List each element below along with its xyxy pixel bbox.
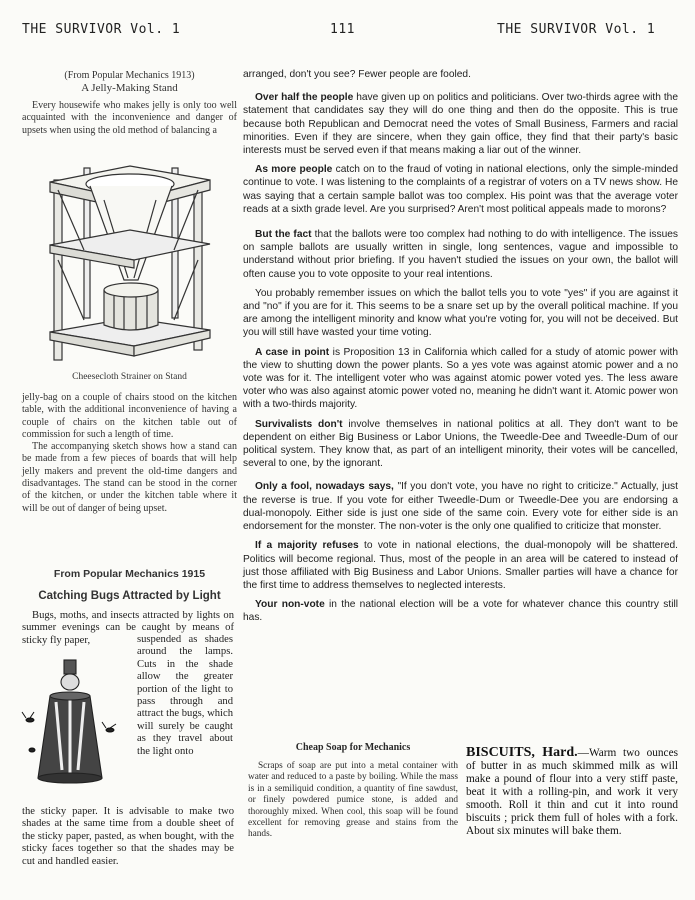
article-p6-lead: Survivalists don't xyxy=(255,418,343,430)
article-p8-lead: If a majority refuses xyxy=(255,540,359,552)
voting-article xyxy=(243,68,678,631)
jelly-stand-illustration xyxy=(44,160,216,370)
bugs-title: Catching Bugs Attracted by Light xyxy=(38,590,221,602)
article-p8 xyxy=(243,539,678,592)
article-p3-lead: But the fact xyxy=(255,229,312,241)
article-p1-lead: Over half the people xyxy=(255,92,354,104)
cheap-soap-article xyxy=(248,742,458,841)
article-p2-body: catch on to the fraud of voting in national elections, only the simple-minded continue to vote. I was listening to the complaints of a registrar of voters on a TV news show. He was saying that a certain sample ballot was too complex. His point was that the average voter reads at a sixth grade level. Are you surprised? Aren't most political appeals made to morons? xyxy=(243,164,678,215)
bugs-beside-lamp: suspended as shades around the lamps. Cuts in the shade allow the greater portion of the light to pass through and attract the bugs, which will surely be caught as they travel about the light onto xyxy=(137,634,233,757)
article-p2 xyxy=(243,163,678,216)
article-p3 xyxy=(243,228,678,281)
jelly-intro: Every housewife who makes jelly is only too well acquainted with the inconvenience and danger of upsets when using the old method of balancing a xyxy=(22,100,237,136)
jelly-para-3: The accompanying sketch shows how a stand can be made from a few pieces of boards that will help jelly makers and prevent the old-time dangers and disadvantages. The stand can be stood in the corner of the kitchen, or under the kitchen table where it will be out of danger of being upset. xyxy=(22,441,237,514)
jelly-figure-caption: Cheesecloth Strainer on Stand xyxy=(72,372,187,382)
article-p8-body: to vote in national elections, the dual-monopoly will be shattered. Politics will become regional. Thus, most of the people in an area will be catered to instead of just those affiliated with Big Business and Labor Unions. Smaller parties will have a chance for the first time to address themselves to neglected interests. xyxy=(243,540,678,591)
biscuits-body: —Warm two ounces of butter in as much skimmed milk as will make a pound of flour into a very stiff paste, beat it with a rolling-pin, and work it very smooth. Roll it thin and cut it into round biscuits ; prick them full of holes with a fork. About six minutes will bake them. xyxy=(466,747,678,837)
article-p5-lead: A case in point xyxy=(255,346,330,358)
article-p7 xyxy=(243,480,678,533)
article-p5-body: is Proposition 13 in California which called for a study of atomic power with the view to shutting down the power plants. So a yes vote was against atomic power and a no vote was for it. The intelligent voter who was against atomic power voted yes. The less aware voter who was also against atomic power voted no, meaning he didn't want it. Atomic power won with a two-thirds majority. xyxy=(243,346,678,411)
page-number: 111 xyxy=(330,22,355,37)
article-p6 xyxy=(243,418,678,471)
jelly-stand-article-continued xyxy=(22,392,237,515)
article-p0: arranged, don't you see? Fewer people are fooled. xyxy=(243,69,471,80)
article-p9 xyxy=(243,598,678,624)
jelly-stand-article xyxy=(22,70,237,137)
soap-title: Cheap Soap for Mechanics xyxy=(295,742,411,753)
biscuits-lead: BISCUITS, Hard. xyxy=(466,745,578,760)
lamp-shade-illustration xyxy=(20,658,120,798)
article-p1-body: have given up on politics and politicians. Over two-thirds agree with the statement that candidates say they will do one thing and then do the opposite. This is true because both Republican and Democrat need the votes of Small Business, Farmers and racial minorities. Even if they are sincere, when they gain office, they find that their party's basic interests must be served even if that means making a liar out of the winner. xyxy=(243,92,678,157)
jelly-source: (From Popular Mechanics 1913) xyxy=(64,70,195,81)
bugs-ending: the sticky paper. It is advisable to make two shades at the same time from a double sheet of the sticky paper, pasted, as when bought, with the sticky faces together so that the shades may be cut and handled easier. xyxy=(22,806,234,867)
jelly-para-2: jelly-bag on a couple of chairs stood on the kitchen table, with the additional inconvenience of having a couple of chairs on the kitchen table out of commission for such a length of time. xyxy=(22,392,237,440)
bugs-article xyxy=(22,568,237,602)
soap-body: Scraps of soap are put into a metal container with water and reduced to a paste by boiling. While the mass is in a semiliquid condition, a quantity of fine sawdust, or finely powdered pumice stone, is added and thoroughly mixed. When cool, this soap will be found excellent for removing grease and stains from the hands. xyxy=(248,761,458,840)
article-p3-body: that the ballots were too complex had nothing to do with intelligence. The issues on sample ballots are usually written in single, long sentences, vague and impossible to understand without prior briefing. If you haven't studied the issues on your own, the ballot will often cause you to vote opposite to your real intentions. xyxy=(243,229,679,280)
bugs-intro-text: Bugs, moths, and insects attracted by lights on summer evenings can be caught by means of sticky fly paper, xyxy=(22,610,234,646)
article-p1 xyxy=(243,91,678,157)
header-right-title: THE SURVIVOR Vol. 1 xyxy=(497,22,656,37)
header-left-title: THE SURVIVOR Vol. 1 xyxy=(22,22,181,37)
article-p7-body: "If you don't vote, you have no right to criticize." Actually, just the reverse is true. If you vote for either Tweedle-Dum or Tweedle-Dee you are endorsing a dual-monopoly. Either side is just one side of the same coin. Every vote for either side is an endorsement for the monster. The non-voter is the only one qualified to criticize that monster. xyxy=(243,481,678,533)
article-p4: You probably remember issues on which the ballot tells you to vote "yes" if you are against it and "no" if you are for it. This seems to be a snare set up by the overall political machine. If you are among the intelligent minority and know what you're voting for, you will not be deceived. But you will still have wasted your time voting. xyxy=(243,287,678,339)
jelly-title: A Jelly-Making Stand xyxy=(81,82,178,94)
article-p5 xyxy=(243,346,678,412)
article-p2-lead: As more people xyxy=(255,164,333,176)
article-p9-body: in the national election will be a vote for whatever chance this country still has. xyxy=(243,599,678,624)
article-p6-body: involve themselves in national politics at all. They don't want to be dependent on either Big Business or Labor Unions, the Tweedle-Dee and Tweedle-Dum of our political system. They know that, as part of an intelligent minority, their votes will be cancelled, several to one, by the ignorant. xyxy=(243,418,678,470)
biscuits-recipe xyxy=(466,746,678,838)
article-p9-lead: Your non-vote xyxy=(255,599,325,611)
article-p7-lead: Only a fool, nowadays says, xyxy=(255,481,394,493)
bugs-source: From Popular Mechanics 1915 xyxy=(53,568,206,580)
